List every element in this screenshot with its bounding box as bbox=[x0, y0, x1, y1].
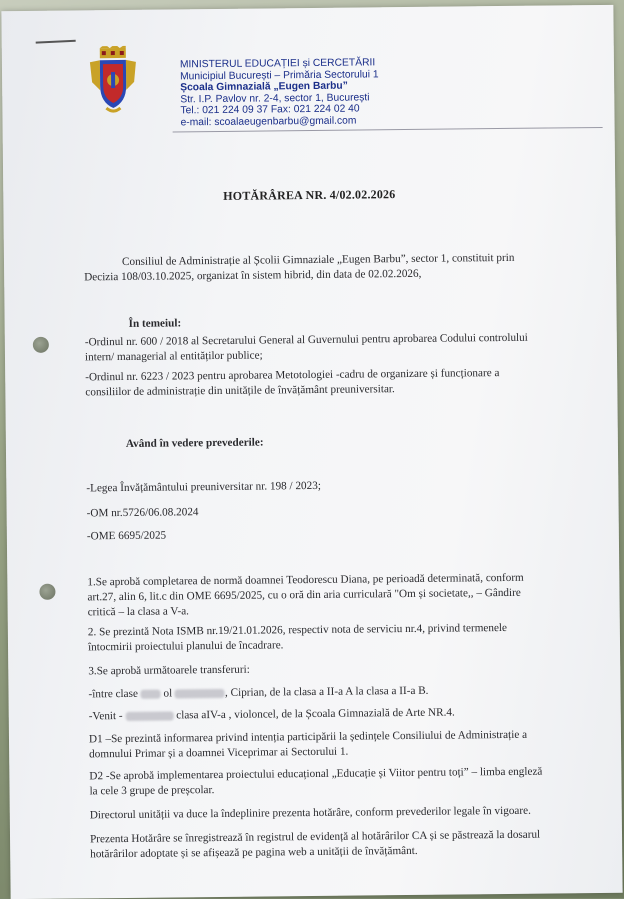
temei-item-2-line-1: -Ordinul nr. 6223 / 2023 pentru aprobarea Metotologiei -cadru de organizare și funcționare a bbox=[85, 367, 500, 384]
decision-3-item-1 bbox=[88, 685, 428, 702]
ministry-name: MINISTERUL EDUCAȚIEI și CERCETĂRII bbox=[179, 57, 376, 71]
decision-3-item-2 bbox=[89, 707, 455, 724]
temei-heading: În temeiul: bbox=[128, 317, 182, 330]
transfer-1-suffix: , Ciprian, de la clasa a II-a A la clasa a II-a B. bbox=[224, 684, 429, 699]
municipality-name: Municipiul București – Primăria Sectorului 1 bbox=[180, 68, 379, 82]
temei-item-1-line-2: intern/ managerial al entităților publice; bbox=[84, 349, 263, 364]
decision-1-line-3: critică – la clasa a V-a. bbox=[87, 605, 189, 619]
punch-hole bbox=[33, 337, 49, 353]
school-phone: Tel.: 021 224 09 37 Fax: 021 224 02 40 bbox=[180, 103, 360, 117]
transfer-1-fragment: ol bbox=[163, 687, 173, 700]
school-name: Școala Gimnazială „Eugen Barbu” bbox=[180, 80, 348, 94]
redacted-text bbox=[175, 689, 225, 699]
decision-1-line-1: 1.Se aprobă completarea de normă doamnei Teodorescu Diana, pe perioadă determinată, conform bbox=[87, 571, 524, 589]
decision-d2-line-1: D2 -Se aprobă implementarea proiectului educațional „Educație și Viitor pentru toți” – limba engleză bbox=[89, 765, 543, 783]
institution-header bbox=[180, 57, 379, 129]
pen-mark bbox=[36, 40, 76, 44]
school-address: Str. I.P. Pavlov nr. 2-4, sector 1, București bbox=[180, 92, 370, 106]
prevederi-item-3: -OME 6695/2025 bbox=[86, 529, 167, 543]
prevederi-heading: Având în vedere prevederile: bbox=[125, 436, 264, 450]
decision-d1-line-2: domnului Primar și a doamnei Viceprimar ai Sectorului 1. bbox=[89, 745, 349, 761]
intro-line-2: Decizia 108/03.10.2025, organizat în sistem hibrid, din data de 02.02.2026, bbox=[84, 267, 422, 284]
decision-2-line-2: întocmirii proiectului planului de încadrare. bbox=[87, 639, 284, 654]
transfer-1-prefix: -între clase bbox=[88, 687, 138, 701]
document-page bbox=[1, 5, 622, 899]
prevederi-item-2: -OM nr.5726/06.08.2024 bbox=[86, 506, 199, 520]
decision-3-heading: 3.Se aprobă următoarele transferuri: bbox=[88, 663, 250, 678]
decision-d2-line-2: la cele 3 grupe de preșcolar. bbox=[89, 784, 215, 798]
final-line-1: Prezenta Hotărâre se înregistrează în registrul de evidență al hotărârilor CA și se păstrează la dosarul bbox=[89, 828, 541, 846]
director-statement: Directorul unității va duce la îndeplinire prezenta hotărâre, conform prevederilor legale în vigoare. bbox=[89, 804, 531, 822]
redacted-text bbox=[125, 711, 173, 721]
decision-d1-line-1: D1 –Se prezintă informarea privind intenția participării la ședințele Consiliului de Administrație a bbox=[88, 728, 528, 746]
intro-line-1: Consiliul de Administrație al Școlii Gimnaziale „Eugen Barbu”, sector 1, constituit prin bbox=[121, 251, 515, 268]
punch-hole bbox=[39, 584, 55, 600]
final-line-2: hotărârilor adoptate și se afișează pe pagina web a unității de învățământ. bbox=[90, 844, 418, 861]
transfer-2-prefix: -Venit - bbox=[88, 709, 123, 723]
decision-2-line-1: 2. Se prezintă Nota ISMB nr.19/21.01.2026, respectiv nota de serviciu nr.4, privind termenele bbox=[87, 621, 508, 639]
prevederi-item-1: -Legea Învățământului preuniversitar nr. 198 / 2023; bbox=[86, 479, 321, 495]
transfer-2-suffix: clasa aIV-a , violoncel, de la Școala Gimnazială de Arte NR.4. bbox=[176, 706, 455, 722]
school-email: e-mail: scoalaeugenbarbu@gmail.com bbox=[180, 115, 357, 129]
document-title: HOTĂRÂREA NR. 4/02.02.2026 bbox=[223, 187, 396, 203]
redacted-text bbox=[141, 690, 161, 699]
temei-item-1-line-1: -Ordinul nr. 600 / 2018 al Secretarului General al Guvernului pentru aprobarea Codului controlului bbox=[84, 331, 528, 349]
temei-item-2-line-2: consiliilor de administrație din unitățile de învățământ preuniversitar. bbox=[85, 383, 395, 399]
decision-1-line-2: art.27, alin 6, lit.c din OME 6695/2025, cu o oră din aria curriculară "Om și societate,, – Gândire bbox=[87, 586, 521, 604]
coat-of-arms-icon bbox=[88, 46, 139, 117]
